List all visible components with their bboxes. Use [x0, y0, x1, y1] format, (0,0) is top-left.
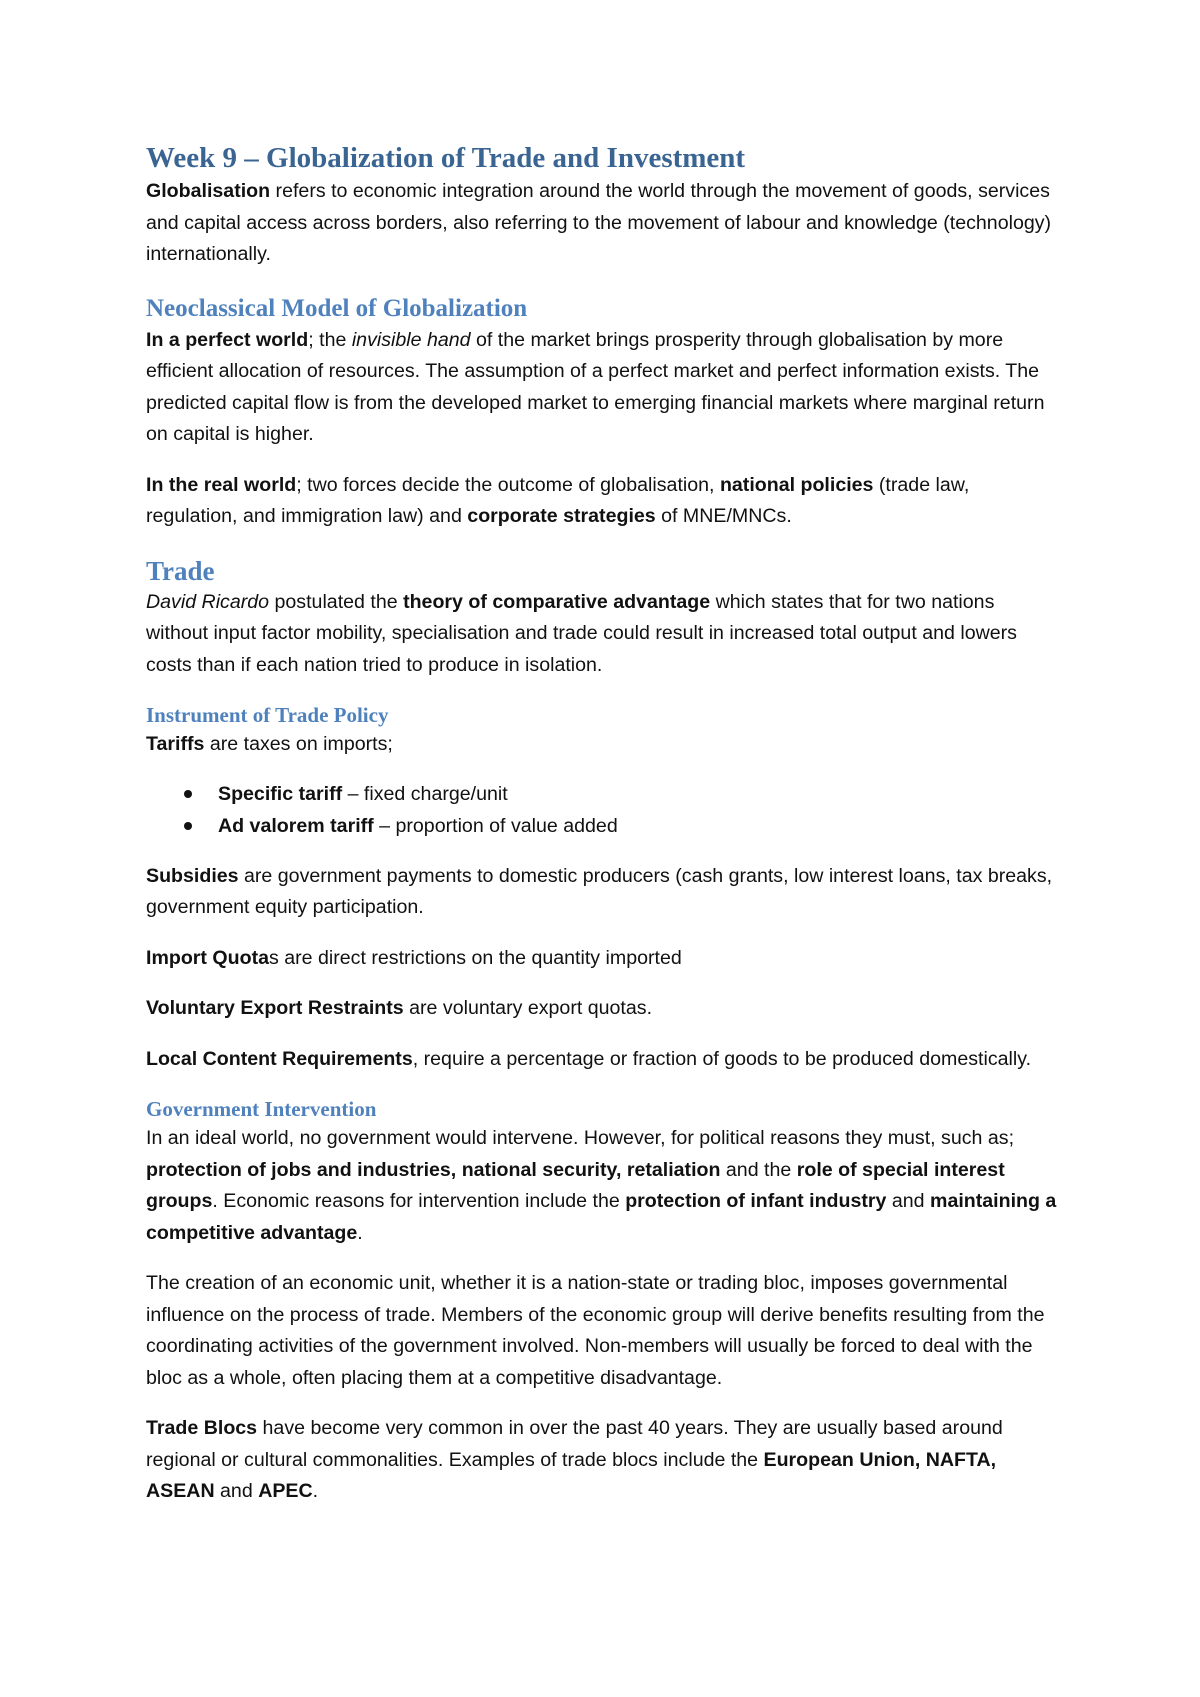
list-item: Ad valorem tariff – proportion of value added [218, 810, 1061, 842]
intro-paragraph: Globalisation refers to economic integration around the world through the movement of goods, services and capital access across borders, also referring to the movement of labour and knowledge (technology) internationally. [146, 180, 1052, 265]
term-globalisation: Globalisation [146, 180, 271, 202]
document-page [146, 140, 1061, 1508]
paragraph-subsidies: Subsidies are government payments to domestic producers (cash grants, low interest loans, tax breaks, government equity participation. [146, 864, 1053, 918]
paragraph-local-content: Local Content Requirements, require a percentage or fraction of goods to be produced domestically. [146, 1047, 1032, 1070]
paragraph-trade-blocs: Trade Blocs have become very common in over the past 40 years. They are usually based around regional or cultural commonalities. Examples of trade blocs include the European Union, NAFTA, ASEAN and APEC. [146, 1417, 1003, 1502]
paragraph-ricardo: David Ricardo postulated the theory of comparative advantage which states that for two nations without input factor mobility, specialisation and trade could result in increased total output and lowers costs than if each nation tried to produce in isolation. [146, 590, 1017, 676]
list-item: Specific tariff – fixed charge/unit [218, 778, 1061, 810]
tariff-list [146, 778, 1061, 842]
heading-instrument: Instrument of Trade Policy [146, 703, 389, 727]
page-title: Week 9 – Globalization of Trade and Investment [146, 142, 746, 174]
paragraph-real-world: In the real world; two forces decide the outcome of globalisation, national policies (trade law, regulation, and immigration law) and corporate strategies of MNE/MNCs. [146, 473, 970, 527]
heading-trade: Trade [146, 555, 215, 586]
heading-government: Government Intervention [146, 1097, 377, 1121]
paragraph-intervention: In an ideal world, no government would intervene. However, for political reasons they must, such as; protection of jobs and industries, national security, retaliation and the role of special interest groups. Economic reasons for intervention include the protection of infant industry and maintaining a competitive advantage. [146, 1127, 1057, 1244]
paragraph-tariffs: Tariffs are taxes on imports; [146, 733, 393, 755]
paragraph-ver: Voluntary Export Restraints are voluntary export quotas. [146, 997, 653, 1019]
paragraph-economic-unit: The creation of an economic unit, whether it is a nation-state or trading bloc, imposes governmental influence on the process of trade. Members of the economic group will derive benefits resulting from the coordinating activities of the government involved. Non-members will usually be forced to deal with the bloc as a whole, often placing them at a competitive disadvantage. [146, 1272, 1045, 1389]
paragraph-perfect-world: In a perfect world; the invisible hand of the market brings prosperity through globalisation by more efficient allocation of resources. The assumption of a perfect market and perfect information exists. The predicted capital flow is from the developed market to emerging financial markets where marginal return on capital is higher. [146, 328, 1045, 445]
heading-neoclassical: Neoclassical Model of Globalization [146, 294, 528, 322]
paragraph-import-quota: Import Quotas are direct restrictions on the quantity imported [146, 946, 682, 969]
